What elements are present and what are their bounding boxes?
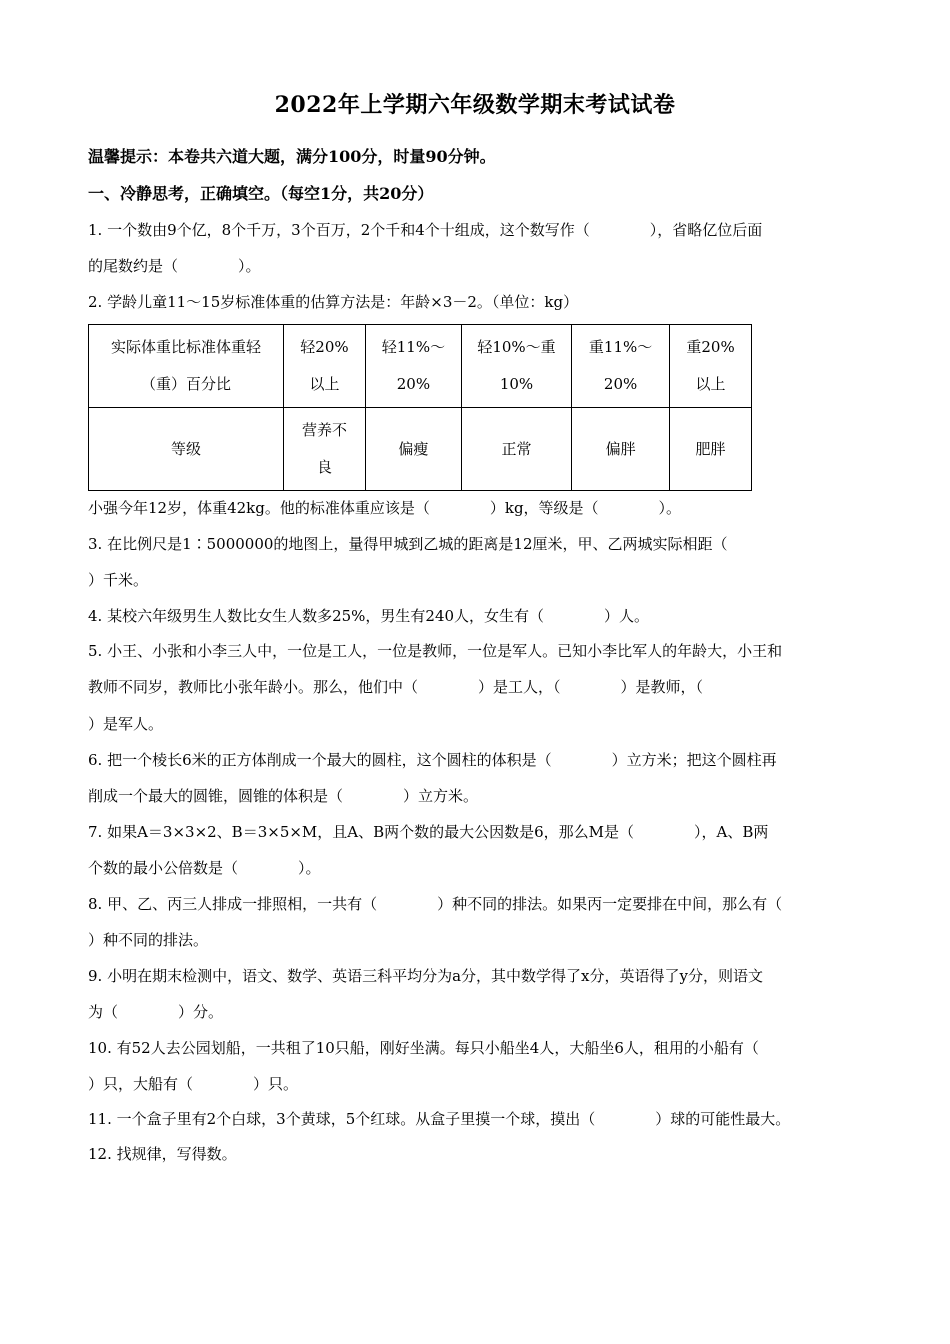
table-header-cell: 等级 <box>89 408 284 491</box>
table-cell: 营养不 良 <box>284 408 366 491</box>
table-cell: 重11%～ 20% <box>572 325 670 408</box>
question-8-line-2: ）种不同的排法。 <box>88 931 209 949</box>
question-2-blank-line: 小强今年12岁，体重42kg。他的标准体重应该是（ ）kg，等级是（ ）。 <box>88 499 682 517</box>
question-4: 4. 某校六年级男生人数比女生人数多25%，男生有240人，女生有（ ）人。 <box>88 607 650 625</box>
table-row <box>89 325 752 408</box>
question-7-line-2: 个数的最小公倍数是（ ）。 <box>88 859 321 877</box>
question-8-line-1: 8. 甲、乙、丙三人排成一排照相，一共有（ ）种不同的排法。如果丙一定要排在中间，那么有（ <box>88 895 783 913</box>
question-2: 2. 学龄儿童11～15岁标准体重的估算方法是：年龄×3－2。（单位：kg） <box>88 293 579 311</box>
table-cell: 正常 <box>461 408 571 491</box>
table-cell: 偏瘦 <box>365 408 461 491</box>
question-12: 12. 找规律，写得数。 <box>88 1145 237 1163</box>
table-row <box>89 408 752 491</box>
question-7-line-1: 7. 如果A＝3×3×2、B＝3×5×M，且A、B两个数的最大公因数是6，那么M是（ ），A、B两 <box>88 823 769 841</box>
question-10-line-2: ）只，大船有（ ）只。 <box>88 1075 299 1093</box>
table-cell: 轻11%～ 20% <box>365 325 461 408</box>
table-header-cell: 实际体重比标准体重轻 （重）百分比 <box>89 325 284 408</box>
table-cell: 肥胖 <box>670 408 752 491</box>
table-cell: 重20% 以上 <box>670 325 752 408</box>
question-9-line-1: 9. 小明在期末检测中，语文、数学、英语三科平均分为a分，其中数学得了x分，英语得了y分，则语文 <box>88 967 763 985</box>
question-3-line-2: ）千米。 <box>88 571 149 589</box>
question-1-line-2: 的尾数约是（ ）。 <box>88 257 261 275</box>
question-9-line-2: 为（ ）分。 <box>88 1003 224 1021</box>
question-5-line-3: ）是军人。 <box>88 715 164 733</box>
section-heading: 一、冷静思考，正确填空。（每空1分，共20分） <box>88 184 434 203</box>
page-title: 2022年上学期六年级数学期末考试试卷 <box>274 92 676 118</box>
question-6-line-2: 削成一个最大的圆锥，圆锥的体积是（ ）立方米。 <box>88 787 479 805</box>
question-3-line-1: 3. 在比例尺是1∶5000000的地图上，量得甲城到乙城的距离是12厘米，甲、乙两城实际相距（ <box>88 535 728 553</box>
table-cell: 偏胖 <box>572 408 670 491</box>
table-cell: 轻10%～重 10% <box>461 325 571 408</box>
question-11: 11. 一个盒子里有2个白球，3个黄球，5个红球。从盒子里摸一个球，摸出（ ）球的可能性最大。 <box>88 1110 791 1128</box>
weight-grade-table <box>88 324 752 491</box>
question-10-line-1: 10. 有52人去公园划船，一共租了10只船，刚好坐满。每只小船坐4人，大船坐6人，租用的小船有（ <box>88 1039 759 1057</box>
question-1-line-1: 1. 一个数由9个亿，8个千万，3个百万，2个千和4个十组成，这个数写作（ ），省略亿位后面 <box>88 221 763 239</box>
question-5-line-1: 5. 小王、小张和小李三人中，一位是工人，一位是教师，一位是军人。已知小李比军人的年龄大，小王和 <box>88 642 783 660</box>
question-6-line-1: 6. 把一个棱长6米的正方体削成一个最大的圆柱，这个圆柱的体积是（ ）立方米；把这个圆柱再 <box>88 751 777 769</box>
question-5-line-2: 教师不同岁，教师比小张年龄小。那么，他们中（ ）是工人，（ ）是教师，（ <box>88 678 704 696</box>
notice: 温馨提示：本卷共六道大题，满分100分，时量90分钟。 <box>88 147 496 166</box>
table-cell: 轻20% 以上 <box>284 325 366 408</box>
